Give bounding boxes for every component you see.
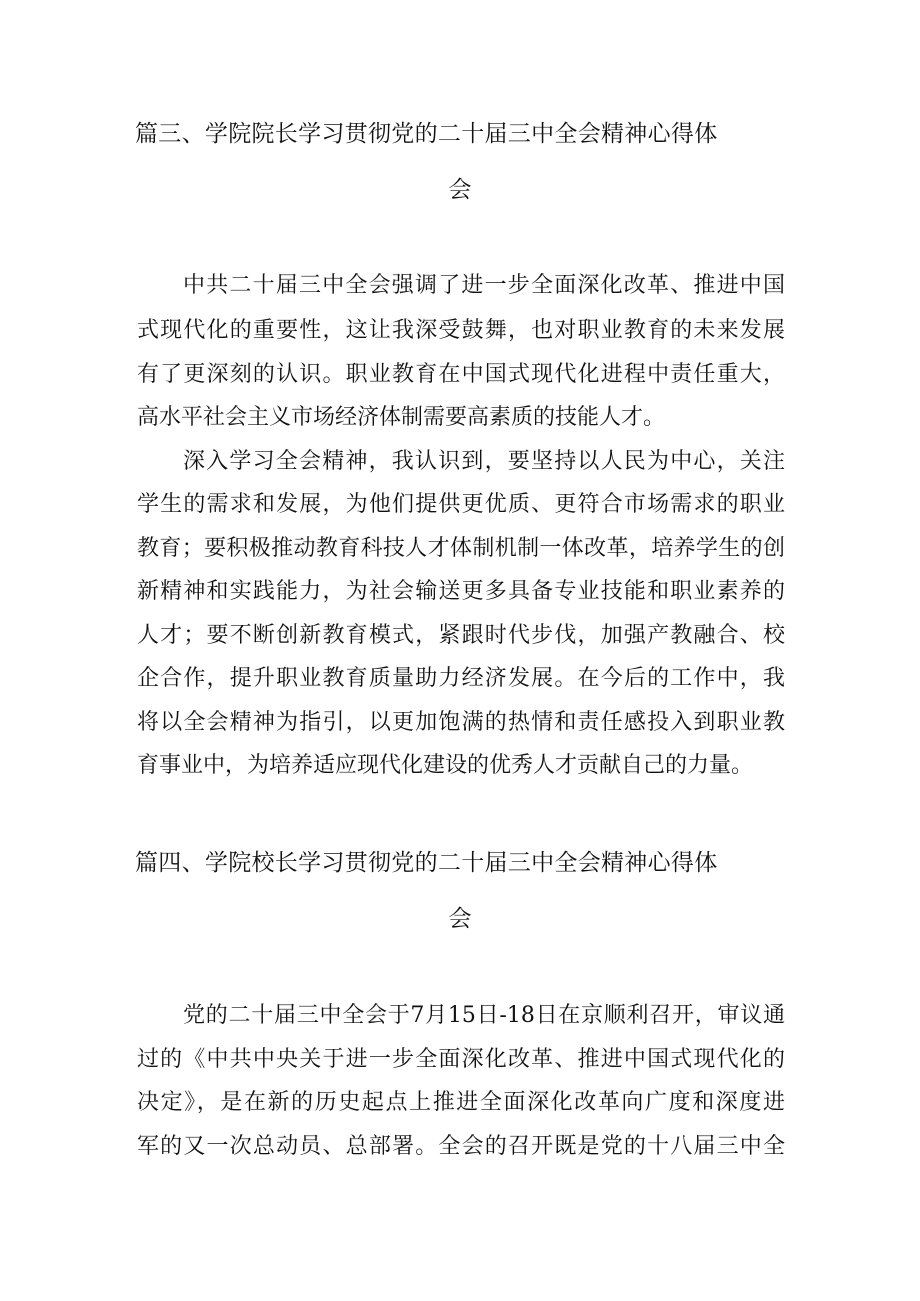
section3-para2-line: 将以全会精神为指引，以更加饱满的热情和责任感投入到职业教 [137,710,785,735]
section3-para2-line: 教育；要积极推动教育科技人才体制机制一体改革，培养学生的创 [137,536,785,561]
section3-para2-line: 育事业中，为培养适应现代化建设的优秀人才贡献自己的力量。 [137,753,754,778]
section3-para2-line: 企合作，提升职业教育质量助力经济发展。在今后的工作中，我 [137,666,785,691]
section3-para1-line: 有了更深刻的认识。职业教育在中国式现代化进程中责任重大， [137,362,785,387]
section3-title-line1: 篇三、学院院长学习贯彻党的二十届三中全会精神心得体 [135,121,718,147]
section3-para2-line: 人才；要不断创新教育模式，紧跟时代步伐，加强产教融合、校 [137,623,785,648]
section4-para1-line: 党的二十届三中全会于7月15日-18日在京顺利召开，审议通 [183,1003,785,1028]
section3-para2-line: 深入学习全会精神，我认识到，要坚持以人民为中心，关注 [183,449,785,474]
section3-para1-line: 式现代化的重要性，这让我深受鼓舞，也对职业教育的未来发展 [137,318,785,343]
section3-title-line2: 会 [448,177,472,203]
section4-para1-line: 军的又一次总动员、总部署。全会的召开既是党的十八届三中全 [137,1134,785,1159]
section4-title-line1: 篇四、学院校长学习贯彻党的二十届三中全会精神心得体 [135,850,718,876]
section4-para1-line: 过的《中共中央关于进一步全面深化改革、推进中国式现代化的 [137,1047,785,1072]
section4-title-line2: 会 [448,906,472,932]
section4-para1-line: 决定》，是在新的历史起点上推进全面深化改革向广度和深度进 [137,1090,785,1115]
section3-para1-line: 高水平社会主义市场经济体制需要高素质的技能人才。 [137,405,666,430]
section3-para1-line: 中共二十届三中全会强调了进一步全面深化改革、推进中国 [183,273,785,298]
section3-para2-line: 学生的需求和发展，为他们提供更优质、更符合市场需求的职业 [137,492,785,517]
section3-para2-line: 新精神和实践能力，为社会输送更多具备专业技能和职业素养的 [137,579,785,604]
